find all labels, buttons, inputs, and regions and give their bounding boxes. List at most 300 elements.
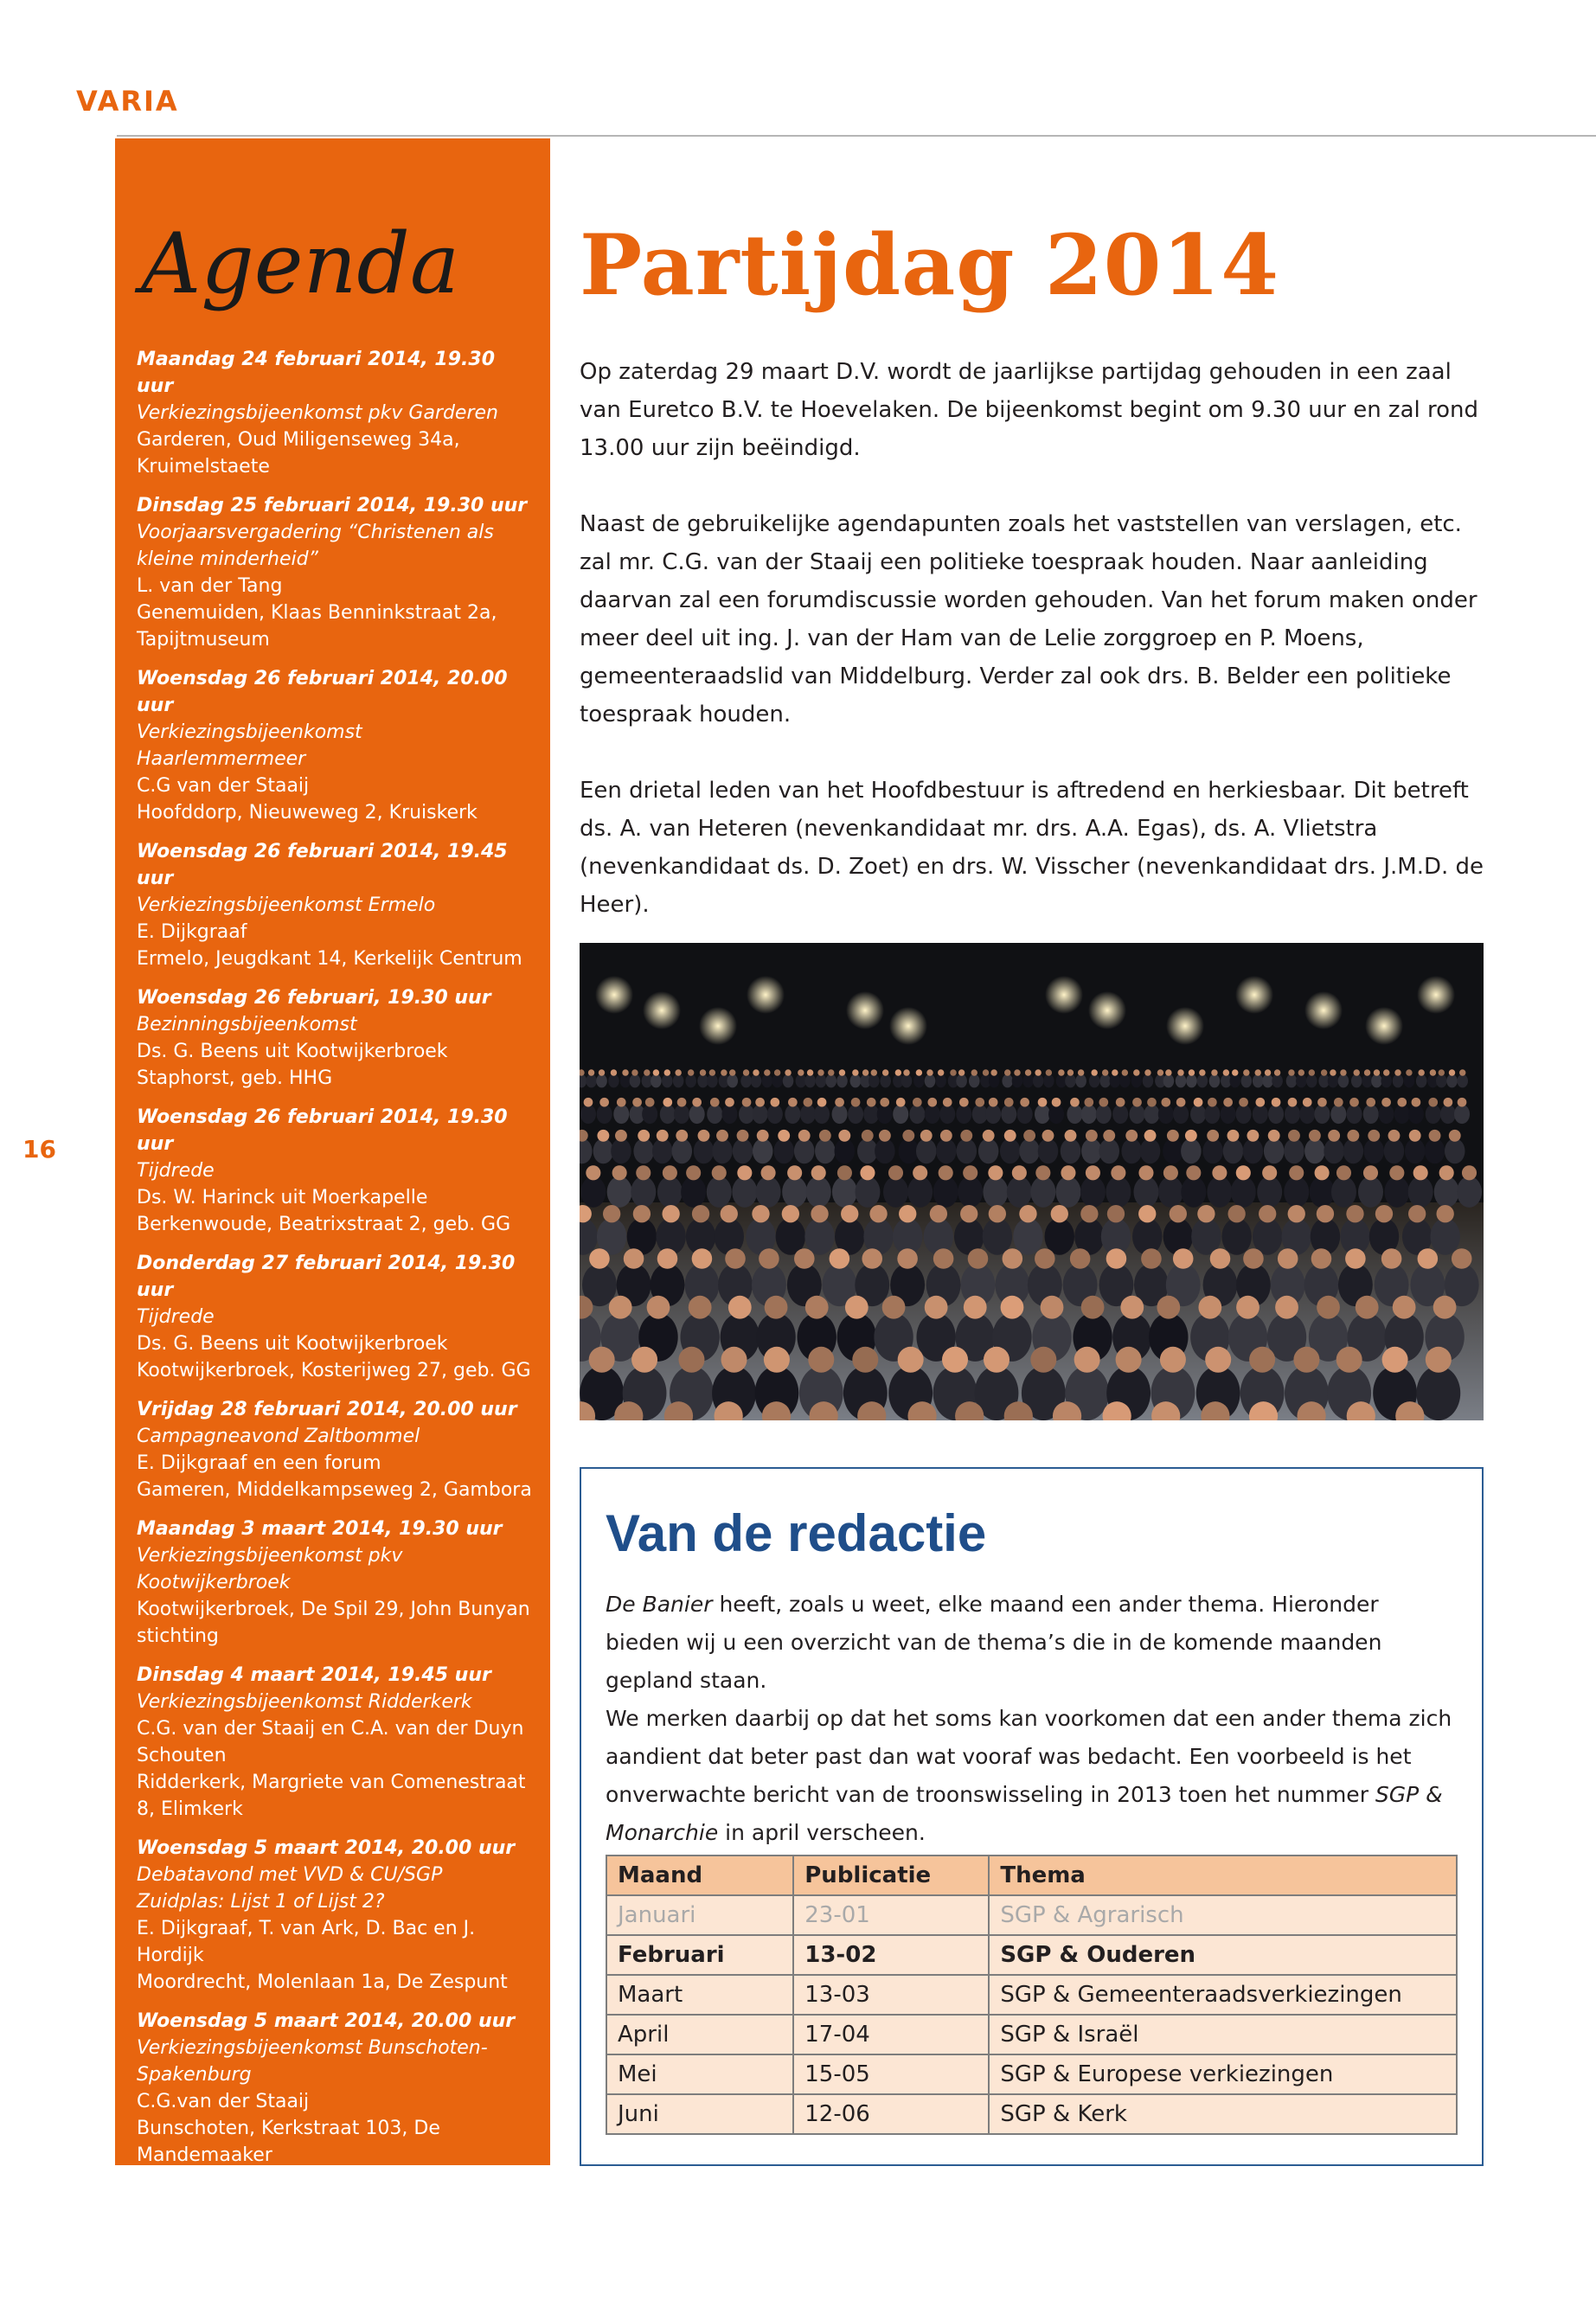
audience-head <box>971 1069 977 1075</box>
audience-head <box>1065 1130 1077 1142</box>
audience-head <box>759 1248 779 1269</box>
event-type: Tijdrede <box>137 1306 215 1328</box>
agenda-event <box>137 1250 533 1384</box>
header-rule <box>117 135 1596 137</box>
redactie-paragraph <box>606 1700 1458 1852</box>
audience-head <box>926 1069 933 1075</box>
audience-body <box>1405 1138 1426 1163</box>
audience-head <box>1086 1165 1100 1180</box>
audience-head <box>1012 1165 1027 1180</box>
audience-head <box>1309 1069 1315 1075</box>
event-date: Maandag 24 februari 2014, 19.30 uur <box>137 349 496 397</box>
table-cell: 23-01 <box>793 1895 989 1935</box>
audience-head <box>1255 1098 1265 1107</box>
audience-head <box>798 1130 811 1142</box>
audience-head <box>1176 1098 1186 1107</box>
audience-body <box>707 1074 718 1088</box>
audience-body <box>1296 1074 1307 1088</box>
audience-body <box>753 1138 773 1163</box>
audience-body <box>983 1218 1012 1255</box>
audience-body <box>1022 1074 1034 1088</box>
event-detail: C.G.van der Staaij <box>137 2091 310 2112</box>
audience-body <box>1384 1176 1409 1208</box>
audience-head <box>1354 1069 1360 1075</box>
audience-body <box>804 1074 816 1088</box>
audience-head <box>930 1205 947 1222</box>
audience-head <box>1439 1165 1454 1180</box>
event-detail: Genemuiden, Klaas Benninkstraat 2a, <box>137 602 497 624</box>
audience-head <box>599 1098 609 1107</box>
audience-body <box>694 1138 715 1163</box>
thema-table <box>606 1855 1458 2135</box>
column-header-maand: Maand <box>606 1856 793 1895</box>
audience-head <box>1321 1069 1327 1075</box>
audience-head <box>624 1248 644 1269</box>
audience-body <box>816 1074 827 1088</box>
column-header-publicatie: Publicatie <box>793 1856 989 1895</box>
audience-head <box>611 1069 617 1075</box>
audience-head <box>902 1130 914 1142</box>
stage-light <box>1365 1007 1403 1045</box>
event-detail: Gameren, Middelkampseweg 2, Gambora <box>137 1479 532 1501</box>
event-type: Verkiezingsbijeenkomst pkv Kootwijkerbroek <box>137 1545 403 1593</box>
audience-head <box>752 1205 769 1222</box>
event-detail: Ds. G. Beens uit Kootwijkerbroek <box>137 1333 448 1355</box>
audience-head <box>1185 1130 1197 1142</box>
audience-body <box>1131 1074 1143 1088</box>
audience-head <box>1368 1130 1380 1142</box>
table-cell: 17-04 <box>793 2015 989 2054</box>
audience-head <box>1157 1069 1163 1075</box>
audience-body <box>901 1074 913 1088</box>
audience-body <box>1241 1074 1253 1088</box>
audience-head <box>1046 1069 1052 1075</box>
audience-head <box>1243 1069 1249 1075</box>
audience-head <box>869 1205 887 1222</box>
redactie-body <box>606 1586 1458 1852</box>
audience-body <box>596 1074 607 1088</box>
audience-head <box>1374 1069 1380 1075</box>
event-detail: Hoofddorp, Nieuweweg 2, Kruiskerk <box>137 802 478 824</box>
audience-head <box>896 1098 906 1107</box>
audience-body <box>925 1105 940 1124</box>
audience-head <box>1459 1069 1465 1075</box>
audience-body <box>935 1074 946 1088</box>
audience-body <box>1310 1176 1335 1208</box>
audience-body <box>1457 1176 1482 1208</box>
audience-body <box>956 1105 971 1124</box>
audience-head <box>1161 1098 1170 1107</box>
audience-head <box>1138 1205 1156 1222</box>
audience-body <box>586 1074 597 1088</box>
audience-head <box>1080 1205 1098 1222</box>
audience-head <box>1122 1069 1128 1075</box>
stage-light <box>1417 976 1455 1014</box>
audience-body <box>1067 1105 1082 1124</box>
audience-head <box>1458 1098 1467 1107</box>
event-date: Woensdag 26 februari 2014, 19.45 uur <box>137 841 508 889</box>
audience-body <box>1229 1074 1240 1088</box>
audience-body <box>1440 1105 1456 1124</box>
audience-body <box>1231 1176 1256 1208</box>
audience-head <box>1194 1098 1203 1107</box>
audience-head <box>1356 1296 1379 1319</box>
audience-head <box>599 1069 605 1075</box>
audience-body <box>1304 1138 1325 1163</box>
audience-head <box>743 1069 749 1075</box>
audience-head <box>1144 1069 1151 1075</box>
audience-body <box>762 1074 773 1088</box>
audience-body <box>956 1138 977 1163</box>
audience-body <box>753 1105 768 1124</box>
audience-head <box>1439 1069 1445 1075</box>
agenda-event <box>137 1516 533 1650</box>
audience-body <box>1133 1176 1158 1208</box>
audience-body <box>1099 1074 1111 1088</box>
agenda-script-title <box>132 190 530 337</box>
audience-head <box>1309 1130 1321 1142</box>
audience-head <box>867 1098 876 1107</box>
audience-head <box>817 1069 824 1075</box>
audience-head <box>1051 1205 1068 1222</box>
audience-head <box>686 1165 701 1180</box>
event-type: Verkiezingsbijeenkomst Haarlemmermeer <box>137 721 362 770</box>
audience-body <box>978 1138 999 1163</box>
audience-head <box>807 1069 813 1075</box>
audience-head <box>880 1098 889 1107</box>
event-detail: Garderen, Oud Miligenseweg 34a, <box>137 429 460 451</box>
table-cell: Januari <box>606 1895 793 1935</box>
stage-light <box>1045 976 1083 1014</box>
table-cell: SGP & Israël <box>989 2015 1457 2054</box>
audience-head <box>1208 1098 1217 1107</box>
audience-body <box>732 1176 757 1208</box>
audience-body <box>1343 1138 1364 1163</box>
audience-body <box>1434 1176 1459 1208</box>
audience-body <box>1381 1074 1392 1088</box>
audience-head <box>737 1165 752 1180</box>
audience-head <box>963 1165 977 1180</box>
audience-head <box>716 1130 728 1142</box>
event-detail: Bunschoten, Kerkstraat 103, De Mandemaaker <box>137 2118 440 2166</box>
event-date: Dinsdag 25 februari 2014, 19.30 uur <box>137 495 528 516</box>
article-paragraph: Een drietal leden van het Hoofdbestuur is aftredend en herkiesbaar. Dit betreft ds. A. van Heteren (nevenkandidaat mr. drs. A.A. Egas), ds. A. Vlietstra (nevenkandidaat ds. D. Zoet) en drs. W. Visscher (nevenkandidaat drs. J.M.D. de Heer). <box>580 778 1484 918</box>
audience-head <box>940 1130 952 1142</box>
audience-head <box>622 1069 628 1075</box>
audience-head <box>770 1098 779 1107</box>
audience-head <box>927 1098 937 1107</box>
agenda-event <box>137 984 533 1092</box>
audience-head <box>1160 1347 1186 1373</box>
audience-body <box>1019 1138 1040 1163</box>
audience-body <box>880 1074 891 1088</box>
audience-head <box>1328 1130 1340 1142</box>
audience-body <box>782 1176 807 1208</box>
audience-head <box>1207 1130 1219 1142</box>
table-cell: SGP & Agrarisch <box>989 1895 1457 1935</box>
audience-head <box>1116 1347 1142 1373</box>
audience-head <box>1035 1165 1050 1180</box>
audience-body <box>597 1105 612 1124</box>
event-date: Woensdag 26 februari, 19.30 uur <box>137 987 491 1009</box>
audience-head <box>1211 1069 1217 1075</box>
audience-body <box>1284 1176 1309 1208</box>
audience-head <box>1120 1296 1144 1319</box>
audience-body <box>608 1074 619 1088</box>
audience-head <box>1336 1165 1351 1180</box>
audience-head <box>712 1165 727 1180</box>
table-cell: April <box>606 2015 793 2054</box>
event-type: Tijdrede <box>137 1160 215 1182</box>
audience-head <box>817 1098 827 1107</box>
magazine-name: De Banier <box>606 1592 713 1617</box>
audience-body <box>1262 1074 1273 1088</box>
audience-body <box>1007 1176 1032 1208</box>
event-detail: E. Dijkgraaf en een forum <box>137 1452 381 1474</box>
audience-head <box>990 1069 997 1075</box>
audience-body <box>1408 1105 1424 1124</box>
audience-body <box>1081 1138 1102 1163</box>
agenda-event <box>137 1104 533 1238</box>
agenda-event <box>137 492 533 653</box>
audience-body <box>836 1074 848 1088</box>
event-detail: E. Dijkgraaf, T. van Ark, D. Bac en J. Hordijk <box>137 1918 476 1966</box>
agenda-event <box>137 665 533 826</box>
audience-head <box>692 1205 709 1222</box>
audience-body <box>1363 1138 1384 1163</box>
audience-head <box>1067 1069 1074 1075</box>
audience-body <box>835 1138 856 1163</box>
audience-head <box>1223 1098 1233 1107</box>
audience-body <box>739 1105 754 1124</box>
event-type: Debatavond met VVD & CU/SGP Zuidplas: Lijst 1 of Lijst 2? <box>137 1864 443 1913</box>
audience-head <box>1170 1205 1187 1222</box>
audience-body <box>893 1105 908 1124</box>
audience-head <box>1254 1069 1260 1075</box>
audience-head <box>988 1165 1003 1180</box>
event-detail: L. van der Tang <box>137 575 283 597</box>
audience-body <box>869 1074 880 1088</box>
audience-body <box>1285 1105 1300 1124</box>
audience-body <box>1425 1138 1445 1163</box>
event-date: Donderdag 6 maart 2014, 20.00 uur <box>137 2183 522 2205</box>
audience-head <box>755 1098 765 1107</box>
audience-head <box>1061 1165 1075 1180</box>
audience-head <box>1317 1296 1340 1319</box>
audience-head <box>737 1130 749 1142</box>
audience-body <box>1384 1138 1405 1163</box>
audience-body <box>772 1074 783 1088</box>
redactie-intro <box>606 1586 1458 1700</box>
event-date: Maandag 3 maart 2014, 19.30 uur <box>137 1518 503 1540</box>
event-detail: Ermelo, Jeugdkant 14, Kerkelijk Centrum <box>137 948 522 970</box>
audience-head <box>1303 1098 1312 1107</box>
audience-head <box>1189 1069 1195 1075</box>
audience-head <box>1084 1098 1093 1107</box>
audience-body <box>1065 1074 1076 1088</box>
stage-light <box>1304 991 1343 1029</box>
audience-body <box>800 1105 816 1124</box>
audience-head <box>757 1130 769 1142</box>
audience-head <box>586 1165 600 1180</box>
audience-body <box>662 1074 673 1088</box>
audience-head <box>1038 1098 1048 1107</box>
audience-body <box>814 1105 830 1124</box>
audience-body <box>1446 1074 1458 1088</box>
audience-body <box>832 1176 857 1208</box>
audience-body <box>751 1074 762 1088</box>
audience-head <box>920 1130 933 1142</box>
event-type: Verkiezingsbijeenkomst Ridderkerk <box>137 1691 472 1713</box>
audience-head <box>1262 1165 1277 1180</box>
table-row <box>606 2094 1457 2134</box>
audience-head <box>1275 1296 1298 1319</box>
audience-head <box>841 1205 858 1222</box>
stage-light <box>1235 976 1273 1014</box>
audience-head <box>798 1069 804 1075</box>
audience-head <box>913 1098 922 1107</box>
stage-light <box>889 1007 927 1045</box>
audience-head <box>888 1165 903 1180</box>
audience-body <box>1002 1074 1013 1088</box>
audience-head <box>1041 1296 1064 1319</box>
audience-body <box>1394 1105 1410 1124</box>
audience-body <box>804 1218 834 1255</box>
audience-head <box>895 1069 901 1075</box>
audience-head <box>819 1130 831 1142</box>
redactie-box <box>580 1467 1484 2166</box>
audience-head <box>1288 1130 1300 1142</box>
audience-body <box>1181 1138 1202 1163</box>
audience-head <box>1408 1205 1426 1222</box>
audience-body <box>697 1074 708 1088</box>
event-type: Campagneavond Zaltbommel <box>137 1426 420 1447</box>
audience-body <box>1186 1074 1197 1088</box>
audience-body <box>1129 1105 1144 1124</box>
audience-body <box>721 1105 737 1124</box>
audience-head <box>1274 1069 1280 1075</box>
audience-head <box>1436 1205 1453 1222</box>
audience-head <box>631 1347 657 1373</box>
stage-light <box>643 991 681 1029</box>
audience-body <box>1202 1138 1223 1163</box>
audience-body <box>883 1176 908 1208</box>
audience-head <box>678 1347 704 1373</box>
audience-head <box>933 1248 954 1269</box>
audience-head <box>663 1165 677 1180</box>
stage-light <box>1088 991 1126 1029</box>
audience-body <box>1299 1105 1315 1124</box>
event-detail: Ds. G. Beens uit Kootwijkerbroek <box>137 1041 448 1062</box>
audience-head <box>852 1069 858 1075</box>
table-row <box>606 1935 1457 1975</box>
audience-head <box>960 1130 972 1142</box>
audience-head <box>1112 1069 1118 1075</box>
audience-head <box>1317 1205 1334 1222</box>
audience-body <box>660 1105 676 1124</box>
audience-head <box>1433 1296 1457 1319</box>
audience-head <box>617 1098 626 1107</box>
audience-head <box>939 1165 953 1180</box>
audience-body <box>969 1074 980 1088</box>
audience-head <box>1030 1347 1056 1373</box>
stage-light <box>595 976 633 1014</box>
audience-head <box>1004 1069 1010 1075</box>
table-cell: SGP & Kerk <box>989 2094 1457 2134</box>
audience-head <box>1247 1130 1259 1142</box>
audience-head <box>1444 1098 1453 1107</box>
audience-head <box>1099 1098 1108 1107</box>
audience-head <box>597 1130 609 1142</box>
audience-head <box>942 1347 968 1373</box>
audience-body <box>740 1074 752 1088</box>
event-type: Verkiezingsbijeenkomst Ermelo <box>137 894 436 916</box>
audience-body <box>1197 1074 1208 1088</box>
audience-head <box>1268 1130 1280 1142</box>
audience-head <box>663 1098 672 1107</box>
audience-head <box>1081 1296 1105 1319</box>
audience-head <box>1001 1296 1024 1319</box>
audience-head <box>975 1098 984 1107</box>
audience-body <box>1176 1074 1187 1088</box>
audience-head <box>1236 1296 1259 1319</box>
audience-head <box>1249 1347 1275 1373</box>
audience-head <box>785 1069 791 1075</box>
audience-head <box>589 1347 615 1373</box>
audience-body <box>924 1218 953 1255</box>
event-detail: Gemeentehuis <box>137 2264 276 2285</box>
audience-body <box>936 1138 957 1163</box>
audience-head <box>882 1069 888 1075</box>
event-detail: Staphorst, geb. HHG <box>137 1067 333 1089</box>
audience-head <box>761 1165 776 1180</box>
audience-head <box>845 1296 869 1319</box>
audience-body <box>673 1074 684 1088</box>
audience-head <box>764 1347 790 1373</box>
audience-body <box>1351 1074 1362 1088</box>
audience-head <box>989 1205 1006 1222</box>
event-detail: Ridderkerk, Margriete van Comenestraat 8, Elimkerk <box>137 1772 526 1820</box>
audience-head <box>774 1069 780 1075</box>
audience-head <box>903 1069 909 1075</box>
audience-body <box>972 1105 988 1124</box>
audience-body <box>1089 1074 1100 1088</box>
audience-head <box>959 1098 969 1107</box>
audience-head <box>644 1069 650 1075</box>
audience-head <box>1198 1296 1221 1319</box>
audience-head <box>1227 1205 1245 1222</box>
audience-body <box>1284 1138 1304 1163</box>
audience-body <box>580 1176 606 1208</box>
audience-body <box>1286 1074 1298 1088</box>
audience-head <box>1449 1130 1461 1142</box>
audience-head <box>1070 1248 1091 1269</box>
audience-body <box>783 1074 794 1088</box>
audience-body <box>848 1105 863 1124</box>
audience-body <box>1190 1105 1206 1124</box>
audience-body <box>773 1138 794 1163</box>
audience-head <box>631 1069 638 1075</box>
event-type: Verkiezingsavond pkv Cromstrijen <box>137 2210 462 2232</box>
event-date: Donderdag 27 februari 2014, 19.30 uur <box>137 1253 516 1301</box>
audience-body <box>933 1176 958 1208</box>
audience-head <box>808 1347 834 1373</box>
audience-head <box>645 1098 655 1107</box>
audience-head <box>1428 1098 1438 1107</box>
audience-head <box>709 1069 715 1075</box>
agenda-title <box>132 190 530 337</box>
audience-body <box>1055 1176 1080 1208</box>
